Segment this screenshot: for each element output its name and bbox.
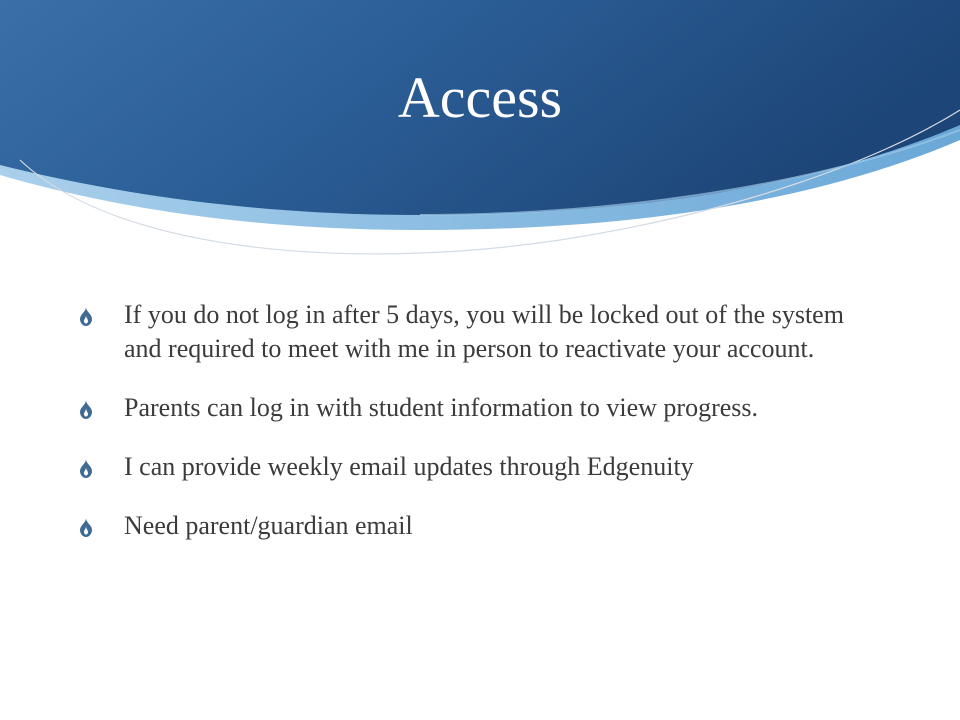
bullet-item	[78, 509, 878, 543]
bullet-text: Need parent/guardian email	[124, 511, 413, 540]
slide-title: Access	[397, 65, 563, 130]
fleuron-icon	[78, 509, 124, 543]
fleuron-icon	[78, 450, 124, 484]
bullet-list	[78, 298, 878, 568]
bullet-item	[78, 298, 878, 366]
header-wave-background	[0, 0, 960, 280]
bullet-text: If you do not log in after 5 days, you will be locked out of the system and required to meet with me in person to reactivate your account.	[124, 300, 844, 363]
bullet-text: Parents can log in with student information to view progress.	[124, 393, 759, 422]
fleuron-icon	[78, 298, 124, 332]
bullet-item	[78, 450, 878, 484]
bullet-item	[78, 391, 878, 425]
bullet-text: I can provide weekly email updates through Edgenuity	[124, 452, 694, 481]
fleuron-icon	[78, 391, 124, 425]
